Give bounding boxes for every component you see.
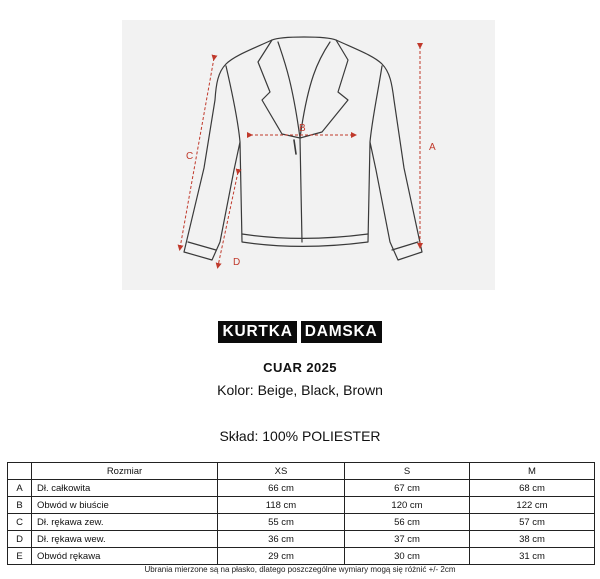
table-row <box>8 514 595 531</box>
header-size-label: Rozmiar <box>32 463 218 480</box>
row-value-s: 56 cm <box>345 514 470 531</box>
product-title <box>0 321 600 343</box>
label-d: D <box>233 257 241 268</box>
label-a: A <box>429 142 436 153</box>
title-word-2: DAMSKA <box>301 321 382 343</box>
row-value-s: 67 cm <box>345 480 470 497</box>
jacket-outline <box>184 37 422 260</box>
measurement-note: Ubrania mierzone są na płasko, dlatego poszczególne wymiary mogą się różnić +/- 2cm <box>144 565 456 574</box>
row-value-m: 31 cm <box>470 548 595 565</box>
table-row <box>8 480 595 497</box>
row-name: Obwód w biuście <box>32 497 218 514</box>
row-value-xs: 29 cm <box>218 548 345 565</box>
row-value-xs: 55 cm <box>218 514 345 531</box>
size-table-header <box>8 463 595 480</box>
table-row <box>8 497 595 514</box>
jacket-illustration <box>122 20 495 290</box>
table-row <box>8 531 595 548</box>
row-value-m: 68 cm <box>470 480 595 497</box>
row-value-xs: 118 cm <box>218 497 345 514</box>
label-c: C <box>186 151 194 162</box>
row-value-xs: 36 cm <box>218 531 345 548</box>
row-value-m: 38 cm <box>470 531 595 548</box>
label-b: B <box>299 123 306 134</box>
row-code: A <box>8 480 32 497</box>
measure-line-d <box>218 172 241 268</box>
header-size-m: M <box>470 463 595 480</box>
row-name: Obwód rękawa <box>32 548 218 565</box>
title-word-1: KURTKA <box>218 321 296 343</box>
size-table <box>7 462 595 565</box>
header-code <box>8 463 32 480</box>
row-code: D <box>8 531 32 548</box>
row-value-s: 37 cm <box>345 531 470 548</box>
row-code: B <box>8 497 32 514</box>
header-size-xs: XS <box>218 463 345 480</box>
row-name: Dł. całkowita <box>32 480 218 497</box>
row-name: Dł. rękawa zew. <box>32 514 218 531</box>
row-code: C <box>8 514 32 531</box>
color-options: Kolor: Beige, Black, Brown <box>217 382 383 398</box>
table-row <box>8 548 595 565</box>
row-value-s: 120 cm <box>345 497 470 514</box>
jacket-diagram <box>122 20 495 290</box>
row-value-m: 122 cm <box>470 497 595 514</box>
row-value-m: 57 cm <box>470 514 595 531</box>
row-name: Dł. rękawa wew. <box>32 531 218 548</box>
row-value-s: 30 cm <box>345 548 470 565</box>
header-size-s: S <box>345 463 470 480</box>
row-code: E <box>8 548 32 565</box>
model-name: CUAR 2025 <box>263 360 337 375</box>
row-value-xs: 66 cm <box>218 480 345 497</box>
material-composition: Skład: 100% POLIESTER <box>219 428 381 444</box>
